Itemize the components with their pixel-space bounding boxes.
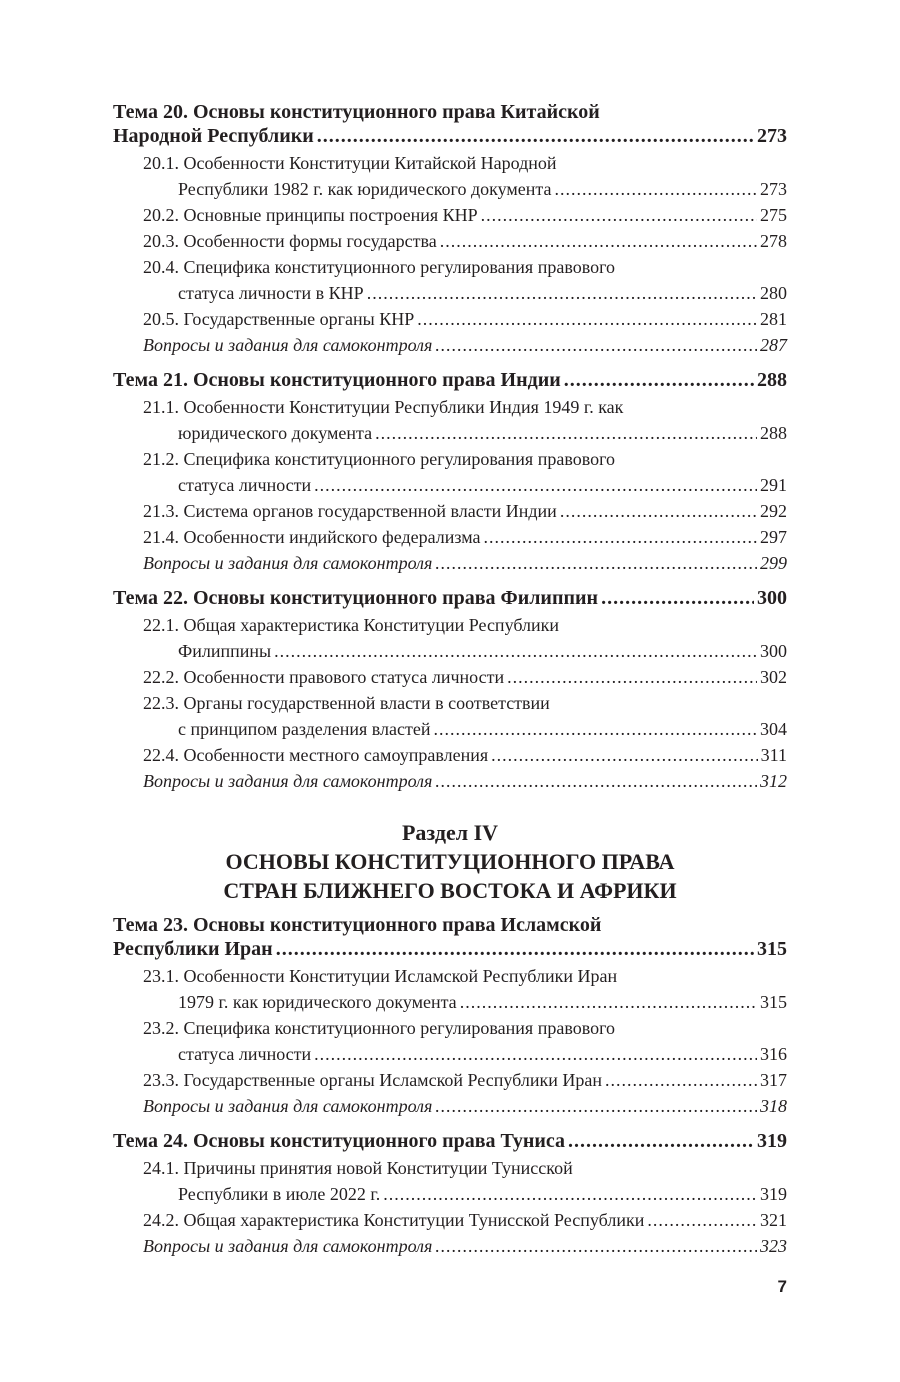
toc-page-number: 317	[760, 1070, 787, 1090]
toc-subsection-entry[interactable]	[113, 524, 787, 550]
toc-entry-text: Тема 21. Основы конституционного права Индии	[113, 369, 561, 391]
toc-questions-entry[interactable]	[113, 1233, 787, 1259]
toc-page-number: 273	[757, 125, 787, 147]
toc-subsection-entry[interactable]	[113, 1067, 787, 1093]
dot-leader	[560, 498, 757, 524]
dot-leader	[460, 989, 757, 1015]
toc-entry-text: Вопросы и задания для самоконтроля	[143, 771, 433, 791]
dot-leader	[383, 1181, 757, 1207]
toc-entry-line	[113, 150, 787, 176]
toc-subsection-entry[interactable]	[113, 1207, 787, 1233]
toc-subsection-entry[interactable]	[113, 1015, 787, 1067]
toc-entry-text: статуса личности	[178, 475, 312, 495]
toc-subsection-entry[interactable]	[113, 498, 787, 524]
toc-entry-text: Филиппины	[178, 641, 272, 661]
toc-entry-line	[113, 1067, 787, 1093]
toc-subsection-entry[interactable]	[113, 228, 787, 254]
toc-topic-entry[interactable]	[113, 1129, 787, 1153]
dot-leader	[601, 586, 754, 610]
toc-page-number: 304	[760, 719, 787, 739]
toc-questions-entry[interactable]	[113, 332, 787, 358]
dot-leader	[435, 550, 757, 576]
toc-entry-text: Тема 20. Основы конституционного права Китайской	[113, 101, 600, 123]
toc-page-number: 315	[757, 938, 787, 960]
toc-page-number: 288	[757, 369, 787, 391]
toc-topic-entry[interactable]	[113, 586, 787, 610]
toc-entry-text: Республики Иран	[113, 938, 273, 960]
toc-group	[113, 586, 787, 794]
dot-leader	[314, 1041, 757, 1067]
toc-page-number: 302	[760, 667, 787, 687]
section-heading-line: Раздел IV	[401, 820, 499, 845]
toc-entry-text: 22.2. Особенности правового статуса личности	[143, 667, 505, 687]
section-heading-line: СТРАН БЛИЖНЕГО ВОСТОКА И АФРИКИ	[223, 878, 677, 903]
dot-leader	[481, 202, 757, 228]
toc-entry-text: 23.1. Особенности Конституции Исламской Республики Иран	[143, 966, 618, 986]
section-heading	[113, 818, 787, 905]
toc-page-number: 287	[760, 335, 787, 355]
toc-entry-text: статуса личности	[178, 1044, 312, 1064]
toc-entry-line	[113, 1129, 787, 1153]
toc-entry-line	[113, 664, 787, 690]
toc-subsection-entry[interactable]	[113, 612, 787, 664]
toc-entry-line	[113, 1041, 787, 1067]
toc-topic-entry[interactable]	[113, 913, 787, 961]
toc-entry-line	[113, 498, 787, 524]
toc-entry-text: 20.2. Основные принципы построения КНР	[143, 205, 478, 225]
toc-entry-line	[113, 202, 787, 228]
toc-page-number: 316	[760, 1044, 787, 1064]
toc-page-number: 323	[760, 1236, 787, 1256]
toc-entry-text: 20.5. Государственные органы КНР	[143, 309, 415, 329]
dot-leader	[605, 1067, 757, 1093]
toc-subsection-entry[interactable]	[113, 963, 787, 1015]
toc-entry-line	[113, 332, 787, 358]
dot-leader	[435, 768, 757, 794]
toc-group	[113, 913, 787, 1119]
page-number: 7	[777, 1277, 787, 1296]
toc-page-number: 273	[760, 179, 787, 199]
toc-page-number: 288	[760, 423, 787, 443]
toc-entry-text: 21.2. Специфика конституционного регулирования правового	[143, 449, 615, 469]
toc-entry-line	[113, 472, 787, 498]
toc-subsection-entry[interactable]	[113, 254, 787, 306]
toc-entry-line	[113, 280, 787, 306]
toc-entry-line	[113, 913, 787, 937]
toc-entry-line	[113, 612, 787, 638]
toc-entry-line	[113, 768, 787, 794]
toc-entry-line	[113, 446, 787, 472]
toc-entry-line	[113, 306, 787, 332]
toc-entry-text: Вопросы и задания для самоконтроля	[143, 335, 433, 355]
dot-leader	[564, 368, 754, 392]
toc-entry-line	[113, 963, 787, 989]
toc-entry-text: 21.3. Система органов государственной власти Индии	[143, 501, 557, 521]
toc-entry-text: Тема 22. Основы конституционного права Филиппин	[113, 587, 599, 609]
dot-leader	[507, 664, 757, 690]
dot-leader	[433, 716, 757, 742]
toc-entry-line	[113, 524, 787, 550]
toc-entry-line	[113, 1207, 787, 1233]
dot-leader	[367, 280, 757, 306]
toc-entry-text: Республики в июле 2022 г.	[178, 1184, 381, 1204]
toc-page-number: 300	[757, 587, 787, 609]
toc-entry-line	[113, 586, 787, 610]
dot-leader	[317, 124, 754, 148]
toc-entry-line	[113, 1015, 787, 1041]
dot-leader	[435, 1233, 757, 1259]
toc-entry-text: Вопросы и задания для самоконтроля	[143, 1236, 433, 1256]
toc-entry-line	[113, 228, 787, 254]
toc-entry-text: 23.2. Специфика конституционного регулирования правового	[143, 1018, 615, 1038]
toc-entry-line	[113, 124, 787, 148]
toc-page-number: 312	[760, 771, 787, 791]
dot-leader	[417, 306, 757, 332]
toc-page-number: 280	[760, 283, 787, 303]
toc-entry-text: Тема 24. Основы конституционного права Туниса	[113, 1130, 566, 1152]
toc-page-number: 292	[760, 501, 787, 521]
toc-questions-entry[interactable]	[113, 550, 787, 576]
toc-subsection-entry[interactable]	[113, 690, 787, 742]
toc-entry-text: 24.2. Общая характеристика Конституции Тунисской Республики	[143, 1210, 645, 1230]
toc-subsection-entry[interactable]	[113, 202, 787, 228]
toc-entry-line	[113, 394, 787, 420]
toc-entry-line	[113, 690, 787, 716]
toc-entry-line	[113, 1155, 787, 1181]
toc-page-number: 318	[760, 1096, 787, 1116]
toc-entry-text: 24.1. Причины принятия новой Конституции Тунисской	[143, 1158, 573, 1178]
toc-entry-text: 23.3. Государственные органы Исламской Республики Иран	[143, 1070, 602, 1090]
toc-entry-text: с принципом разделения властей	[178, 719, 431, 739]
section-heading-line: ОСНОВЫ КОНСТИТУЦИОННОГО ПРАВА	[225, 849, 675, 874]
toc-entry-line	[113, 368, 787, 392]
toc-entry-line	[113, 1233, 787, 1259]
dot-leader	[435, 332, 757, 358]
dot-leader	[554, 176, 757, 202]
toc-topic-entry[interactable]	[113, 368, 787, 392]
toc-entry-text: 22.3. Органы государственной власти в соответствии	[143, 693, 550, 713]
toc-subsection-entry[interactable]	[113, 742, 787, 768]
toc-page-number: 300	[760, 641, 787, 661]
toc-page-number: 319	[757, 1130, 787, 1152]
toc-entry-line	[113, 742, 787, 768]
toc-page-number: 315	[760, 992, 787, 1012]
dot-leader	[440, 228, 757, 254]
toc-page-number: 319	[760, 1184, 787, 1204]
toc-entry-text: 22.4. Особенности местного самоуправления	[143, 745, 489, 765]
toc-entry-text: 1979 г. как юридического документа	[178, 992, 457, 1012]
toc-page-number: 291	[760, 475, 787, 495]
dot-leader	[491, 742, 758, 768]
toc-group	[113, 100, 787, 358]
toc-entry-text: Народной Республики	[113, 125, 314, 147]
toc-entry-text: Вопросы и задания для самоконтроля	[143, 553, 433, 573]
toc-page-number: 311	[760, 745, 787, 765]
toc-entry-text: Тема 23. Основы конституционного права Исламской	[113, 914, 602, 936]
toc-subsection-entry[interactable]	[113, 446, 787, 498]
toc-entry-line	[113, 100, 787, 124]
toc-entry-text: 21.1. Особенности Конституции Республики Индия 1949 г. как	[143, 397, 624, 417]
toc-entry-line	[113, 420, 787, 446]
dot-leader	[483, 524, 757, 550]
toc-page-number: 321	[760, 1210, 787, 1230]
toc-entry-line	[113, 1093, 787, 1119]
toc-entry-text: 20.4. Специфика конституционного регулирования правового	[143, 257, 615, 277]
dot-leader	[647, 1207, 757, 1233]
dot-leader	[375, 420, 757, 446]
toc-subsection-entry[interactable]	[113, 306, 787, 332]
table-of-contents	[113, 100, 787, 1269]
toc-page-number: 297	[760, 527, 787, 547]
toc-entry-line	[113, 550, 787, 576]
toc-entry-line	[113, 1181, 787, 1207]
toc-entry-line	[113, 716, 787, 742]
toc-entry-text: Республики 1982 г. как юридического документа	[178, 179, 552, 199]
toc-page-number: 275	[760, 205, 787, 225]
dot-leader	[274, 638, 757, 664]
toc-entry-line	[113, 989, 787, 1015]
toc-entry-line	[113, 254, 787, 280]
dot-leader	[314, 472, 757, 498]
toc-entry-text: 22.1. Общая характеристика Конституции Республики	[143, 615, 560, 635]
toc-entry-text: юридического документа	[178, 423, 373, 443]
toc-page-number: 278	[760, 231, 787, 251]
toc-entry-line	[113, 638, 787, 664]
toc-entry-line	[113, 937, 787, 961]
toc-entry-text: 20.1. Особенности Конституции Китайской Народной	[143, 153, 557, 173]
toc-questions-entry[interactable]	[113, 1093, 787, 1119]
dot-leader	[435, 1093, 757, 1119]
toc-page-number: 299	[760, 553, 787, 573]
toc-group	[113, 368, 787, 576]
toc-topic-entry[interactable]	[113, 100, 787, 148]
toc-subsection-entry[interactable]	[113, 394, 787, 446]
toc-questions-entry[interactable]	[113, 768, 787, 794]
toc-entry-text: 21.4. Особенности индийского федерализма	[143, 527, 481, 547]
toc-subsection-entry[interactable]	[113, 1155, 787, 1207]
toc-group	[113, 1129, 787, 1259]
toc-page-number: 281	[760, 309, 787, 329]
dot-leader	[568, 1129, 754, 1153]
toc-entry-text: статуса личности в КНР	[178, 283, 364, 303]
toc-entry-text: Вопросы и задания для самоконтроля	[143, 1096, 433, 1116]
dot-leader	[276, 937, 754, 961]
toc-subsection-entry[interactable]	[113, 150, 787, 202]
toc-entry-line	[113, 176, 787, 202]
toc-subsection-entry[interactable]	[113, 664, 787, 690]
toc-entry-text: 20.3. Особенности формы государства	[143, 231, 437, 251]
